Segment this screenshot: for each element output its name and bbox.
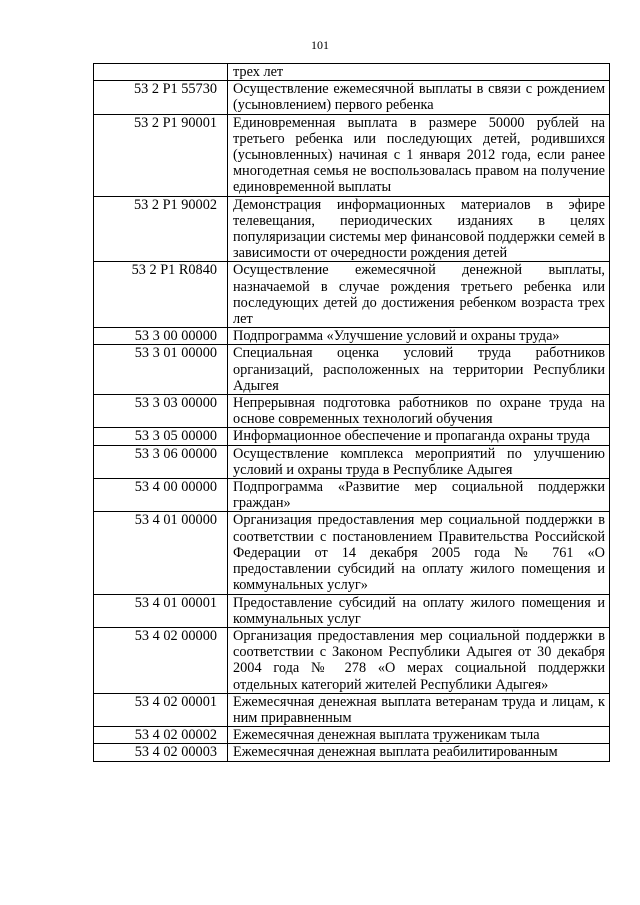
table-row	[94, 81, 610, 114]
code-cell: 53 4 02 00000	[94, 627, 228, 693]
description-cell: Непрерывная подготовка работников по охране труда на основе современных технологий обучения	[228, 395, 610, 428]
table-row	[94, 693, 610, 726]
code-cell: 53 4 01 00001	[94, 594, 228, 627]
description-cell: Ежемесячная денежная выплата реабилитированным	[228, 744, 610, 761]
description-cell: Подпрограмма «Улучшение условий и охраны труда»	[228, 328, 610, 345]
budget-code-table	[93, 63, 610, 762]
description-cell: Организация предоставления мер социальной поддержки в соответствии с постановлением Правительства Российской Федерации от 14 декабря 2005 года № 761 «О предоставлении субсидий на оплату жилого помещения и коммунальных услуг»	[228, 512, 610, 594]
table-row	[94, 64, 610, 81]
code-cell: 53 4 01 00000	[94, 512, 228, 594]
code-cell: 53 2 P1 R0840	[94, 262, 228, 328]
description-cell: Осуществление комплекса мероприятий по улучшению условий и охраны труда в Республике Адыгея	[228, 445, 610, 478]
description-cell: Организация предоставления мер социальной поддержки в соответствии с Законом Республики Адыгея от 30 декабря 2004 года № 278 «О мерах социальной поддержки отдельных категорий жителей Республики Адыгея»	[228, 627, 610, 693]
description-cell: Единовременная выплата в размере 50000 рублей на третьего ребенка или последующих детей, родившихся (усыновленных) начиная с 1 января 2012 года, если ранее многодетная семья не воспользовалась правом на получение единовременной выплаты	[228, 114, 610, 196]
code-cell: 53 3 01 00000	[94, 345, 228, 395]
table-row	[94, 512, 610, 594]
code-cell: 53 2 P1 90002	[94, 196, 228, 262]
table-body	[94, 64, 610, 762]
description-cell: Ежемесячная денежная выплата ветеранам труда и лицам, к ним приравненным	[228, 693, 610, 726]
description-cell: Предоставление субсидий на оплату жилого помещения и коммунальных услуг	[228, 594, 610, 627]
description-cell: Осуществление ежемесячной денежной выплаты, назначаемой в случае рождения третьего ребенка или последующих детей до достижения ребенком возраста трех лет	[228, 262, 610, 328]
table-row	[94, 428, 610, 445]
table-row	[94, 594, 610, 627]
code-cell: 53 3 05 00000	[94, 428, 228, 445]
table-row	[94, 262, 610, 328]
description-cell: Ежемесячная денежная выплата труженикам тыла	[228, 727, 610, 744]
code-cell: 53 2 P1 55730	[94, 81, 228, 114]
table-row	[94, 727, 610, 744]
description-cell: Осуществление ежемесячной выплаты в связи с рождением (усыновлением) первого ребенка	[228, 81, 610, 114]
table-row	[94, 328, 610, 345]
code-cell: 53 2 P1 90001	[94, 114, 228, 196]
table-row	[94, 196, 610, 262]
code-cell: 53 4 02 00002	[94, 727, 228, 744]
code-cell: 53 4 00 00000	[94, 479, 228, 512]
code-cell: 53 3 03 00000	[94, 395, 228, 428]
code-cell: 53 4 02 00003	[94, 744, 228, 761]
table-row	[94, 114, 610, 196]
table-row	[94, 479, 610, 512]
description-cell: Информационное обеспечение и пропаганда охраны труда	[228, 428, 610, 445]
table-row	[94, 744, 610, 761]
code-cell: 53 4 02 00001	[94, 693, 228, 726]
description-cell: Подпрограмма «Развитие мер социальной поддержки граждан»	[228, 479, 610, 512]
table-row	[94, 345, 610, 395]
table-row	[94, 627, 610, 693]
code-cell	[94, 64, 228, 81]
code-cell: 53 3 06 00000	[94, 445, 228, 478]
table-row	[94, 395, 610, 428]
description-cell: Демонстрация информационных материалов в эфире телевещания, периодических изданиях в целях популяризации системы мер финансовой поддержки семей в зависимости от очередности рождения детей	[228, 196, 610, 262]
code-cell: 53 3 00 00000	[94, 328, 228, 345]
table-row	[94, 445, 610, 478]
description-cell: трех лет	[228, 64, 610, 81]
description-cell: Специальная оценка условий труда работников организаций, расположенных на территории Республики Адыгея	[228, 345, 610, 395]
page-number: 101	[311, 38, 329, 52]
